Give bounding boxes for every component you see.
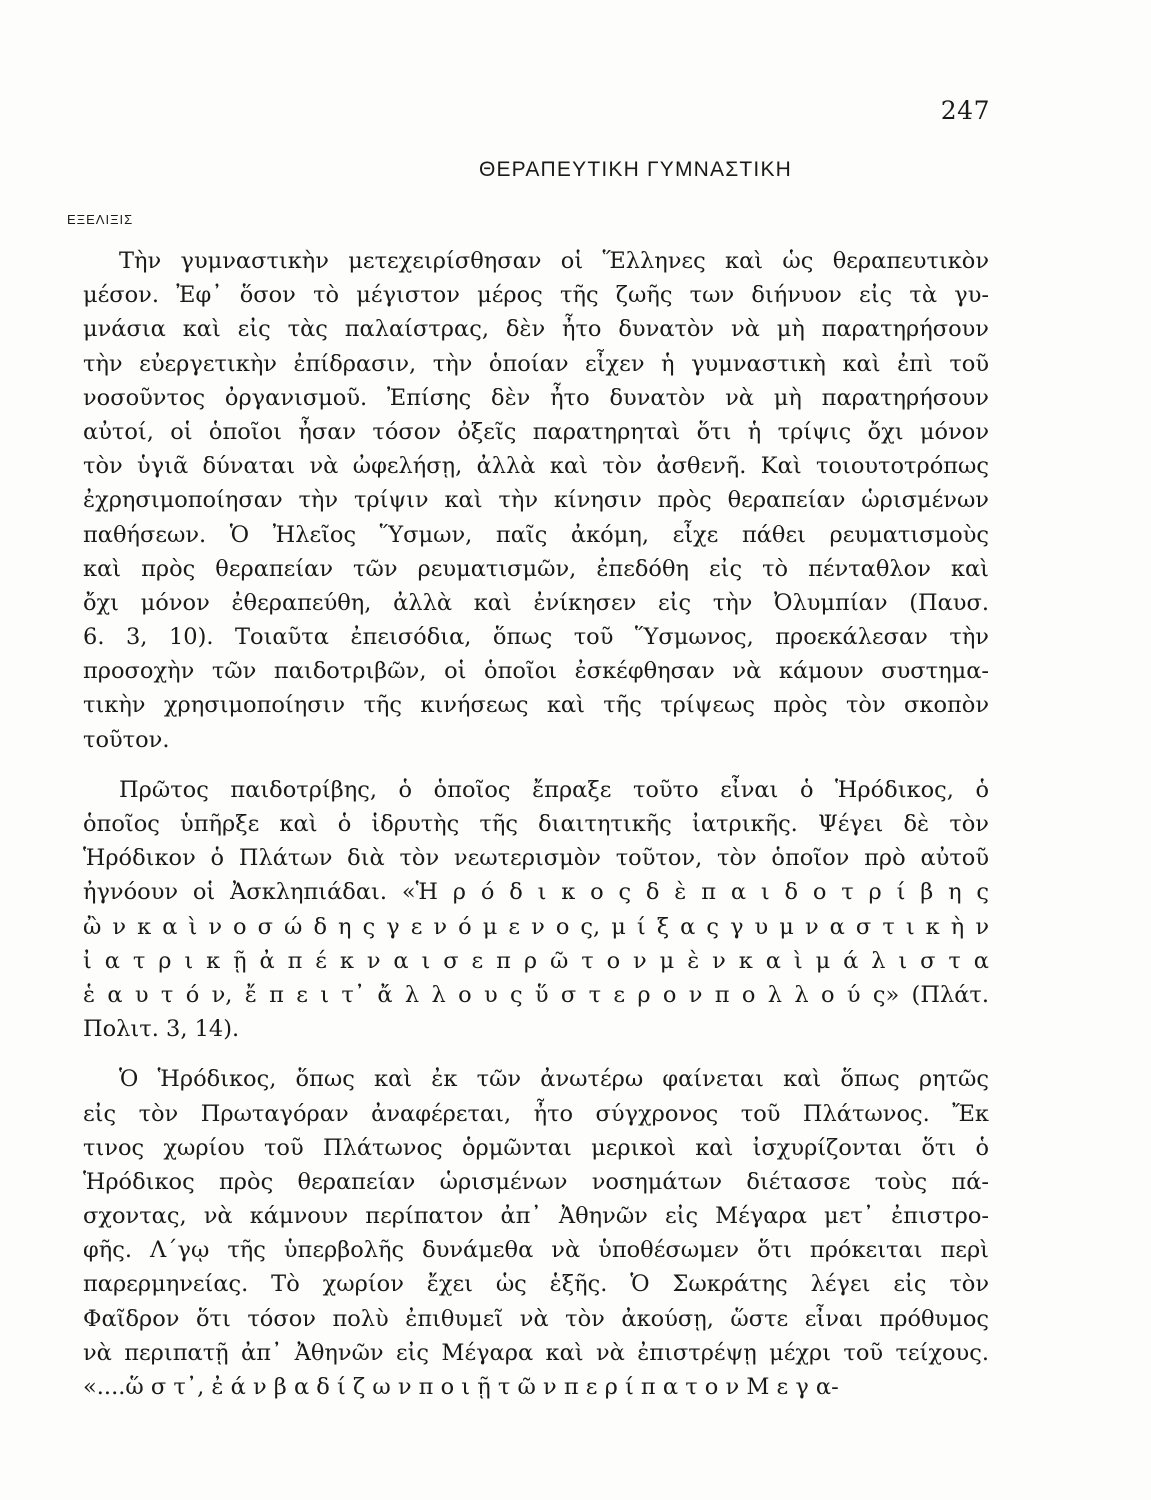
- text-line: τινος χωρίου τοῦ Πλάτωνος ὁρμῶνται μερικοὶ καὶ ἰσχυρίζονται ὅτι ὁ: [83, 1134, 989, 1161]
- text-line: Πολιτ. 3, 14).: [83, 1016, 240, 1043]
- text-line: ὁποῖος ὑπῆρξε καὶ ὁ ἱδρυτὴς τῆς διαιτητικῆς ἰατρικῆς. Ψέγει δὲ τὸν: [83, 811, 989, 837]
- page-number: 247: [940, 96, 990, 125]
- text-line: Ὁ Ἡρόδικος, ὅπως καὶ ἐκ τῶν ἀνωτέρω φαίνεται καὶ ὅπως ρητῶς: [119, 1066, 989, 1093]
- text-line: 6. 3, 10). Τοιαῦτα ἐπεισόδια, ὅπως τοῦ Ὕσμωνος, προεκάλεσαν τὴν: [83, 624, 989, 651]
- text-line: καὶ πρὸς θεραπείαν τῶν ρευματισμῶν, ἐπεδόθη εἰς τὸ πένταθλον καὶ: [83, 555, 989, 582]
- text-line: Πρῶτος παιδοτρίβης, ὁ ὁποῖος ἔπραξε τοῦτο εἶναι ὁ Ἡρόδικος, ὁ: [119, 776, 989, 803]
- paragraph: [83, 1062, 989, 1404]
- text-line: ἐχρησιμοποίησαν τὴν τρίψιν καὶ τὴν κίνησιν πρὸς θεραπείαν ὡρισμένων: [83, 487, 989, 514]
- body-text: [83, 244, 989, 1404]
- section-heading: ΕΞΕΛΙΞΙΣ: [67, 212, 134, 227]
- text-line: προσοχὴν τῶν παιδοτριβῶν, οἱ ὁποῖοι ἐσκέφθησαν νὰ κάμουν συστημα-: [83, 658, 989, 685]
- paragraph-gap: [83, 757, 989, 773]
- text-line: ὢ ν κ α ὶ ν ο σ ώ δ η ς γ ε ν ό μ ε ν ο ς, μ ί ξ α ς γ υ μ ν α σ τ ι κ ὴ ν: [83, 913, 989, 940]
- paragraph: [83, 773, 989, 1047]
- text-line: Τὴν γυμναστικὴν μετεχειρίσθησαν οἱ Ἕλληνες καὶ ὡς θεραπευτικὸν: [119, 248, 989, 274]
- text-line: τὸν ὑγιᾶ δύναται νὰ ὠφελήσῃ, ἀλλὰ καὶ τὸν ἀσθενῆ. Καὶ τοιουτοτρόπως: [83, 453, 989, 480]
- text-line: Ἡρόδικος πρὸς θεραπείαν ὡρισμένων νοσημάτων διέτασσε τοὺς πά-: [83, 1168, 989, 1195]
- paragraph: [83, 244, 989, 757]
- text-line: νὰ περιπατῇ ἀπ᾽ Ἀθηνῶν εἰς Μέγαρα καὶ νὰ ἐπιστρέψῃ μέχρι τοῦ τείχους.: [83, 1339, 989, 1366]
- text-line: τοῦτον.: [83, 726, 170, 753]
- text-line: σχοντας, νὰ κάμνουν περίπατον ἀπ᾽ Ἀθηνῶν εἰς Μέγαρα μετ᾽ ἐπιστρο-: [83, 1203, 989, 1230]
- text-line: μνάσια καὶ εἰς τὰς παλαίστρας, δὲν ἦτο δυνατὸν νὰ μὴ παρατηρήσουν: [83, 316, 989, 343]
- paragraph-gap: [83, 1046, 989, 1062]
- text-line: φῆς. Λ΄γῳ τῆς ὑπερβολῆς δυνάμεθα νὰ ὑποθέσωμεν ὅτι πρόκειται περὶ: [83, 1237, 989, 1264]
- text-line: Ἡρόδικον ὁ Πλάτων διὰ τὸν νεωτερισμὸν τοῦτον, τὸν ὁποῖον πρὸ αὐτοῦ: [83, 845, 989, 872]
- text-line: νοσοῦντος ὀργανισμοῦ. Ἐπίσης δὲν ἦτο δυνατὸν νὰ μὴ παρατηρήσουν: [83, 384, 989, 411]
- text-line: ὄχι μόνον ἐθεραπεύθη, ἀλλὰ καὶ ἐνίκησεν εἰς τὴν Ὀλυμπίαν (Παυσ.: [83, 589, 989, 616]
- text-line: μέσον. Ἐφ᾽ ὅσον τὸ μέγιστον μέρος τῆς ζωῆς των διήνυον εἰς τὰ γυ-: [83, 282, 989, 309]
- text-line: «....ὥ σ τ᾽, ἐ ά ν β α δ ί ζ ω ν π ο ι ῇ τ ῶ ν π ε ρ ί π α τ ο ν Μ ε γ α-: [83, 1374, 839, 1400]
- text-line: παθήσεων. Ὁ Ἠλεῖος Ὕσμων, παῖς ἀκόμη, εἶχε πάθει ρευματισμοὺς: [83, 521, 989, 548]
- text-line: ἠγνόουν οἱ Ἀσκληπιάδαι. «Ἡ ρ ό δ ι κ ο ς δ ὲ π α ι δ ο τ ρ ί β η ς: [83, 879, 989, 906]
- text-line: Φαῖδρον ὅτι τόσον πολὺ ἐπιθυμεῖ νὰ τὸν ἀκούσῃ, ὥστε εἶναι πρόθυμος: [83, 1305, 989, 1332]
- text-line: τὴν εὐεργετικὴν ἐπίδρασιν, τὴν ὁποίαν εἶχεν ἡ γυμναστικὴ καὶ ἐπὶ τοῦ: [83, 350, 989, 377]
- text-line: ἑ α υ τ ό ν, ἔ π ε ι τ᾽ ἄ λ λ ο υ ς ὕ σ τ ε ρ ο ν π ο λ λ ο ύ ς» (Πλάτ.: [83, 981, 989, 1008]
- text-line: τικὴν χρησιμοποίησιν τῆς κινήσεως καὶ τῆς τρίψεως πρὸς τὸν σκοπὸν: [83, 692, 989, 719]
- text-line: παρερμηνείας. Τὸ χωρίον ἔχει ὡς ἑξῆς. Ὁ Σωκράτης λέγει εἰς τὸν: [83, 1271, 989, 1298]
- text-line: αὐτοί, οἱ ὁποῖοι ἦσαν τόσον ὀξεῖς παρατηρηταὶ ὅτι ἡ τρίψις ὄχι μόνον: [83, 418, 989, 445]
- running-title: ΘΕΡΑΠΕΥΤΙΚΗ ΓΥΜΝΑΣΤΙΚΗ: [478, 158, 793, 181]
- text-line: εἰς τὸν Πρωταγόραν ἀναφέρεται, ἦτο σύγχρονος τοῦ Πλάτωνος. Ἔκ: [83, 1100, 989, 1127]
- text-line: ἰ α τ ρ ι κ ῇ ἀ π έ κ ν α ι σ ε π ρ ῶ τ ο ν μ ὲ ν κ α ὶ μ ά λ ι σ τ α: [83, 947, 989, 974]
